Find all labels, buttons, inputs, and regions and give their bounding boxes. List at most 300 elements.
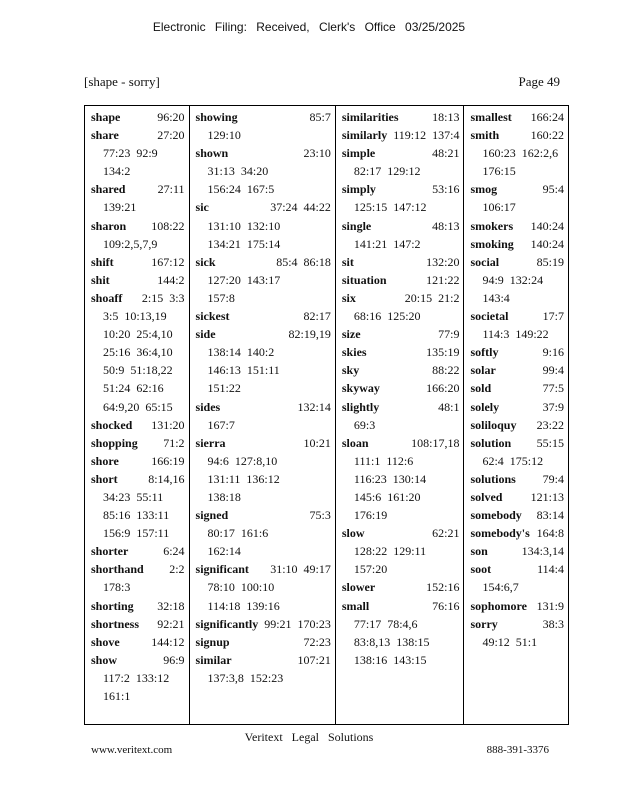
index-reference-continued: 154:6,7 [482, 580, 519, 595]
index-word: social [470, 254, 500, 269]
index-entry [91, 542, 185, 560]
index-entry-line [470, 597, 564, 615]
index-entry-line [470, 542, 564, 560]
index-word: shit [91, 272, 110, 287]
index-entry [470, 542, 564, 560]
index-entry [342, 524, 460, 578]
index-entry [470, 597, 564, 615]
index-word: smith [470, 128, 500, 143]
index-entry [91, 253, 185, 271]
index-entry [470, 524, 564, 542]
index-entry-line [196, 651, 331, 669]
index-reference: 85:4 86:18 [276, 254, 331, 269]
index-word: situation [341, 272, 387, 287]
index-entry-line [91, 615, 185, 633]
index-reference-continued: 141:21 147:2 [353, 236, 421, 251]
index-reference: 85:7 [309, 110, 331, 124]
index-entry-line [470, 253, 564, 271]
index-entry-line [342, 379, 460, 397]
index-reference: 48:21 [432, 146, 460, 161]
index-reference-continued: 31:13 34:20 [207, 164, 269, 179]
index-word: shoaff [91, 290, 123, 305]
index-entry-line [91, 289, 185, 307]
index-reference: 76:16 [432, 598, 460, 613]
index-column-4 [464, 106, 568, 724]
index-reference-continued: 69:3 [353, 417, 376, 432]
index-reference: 131:9 [536, 598, 564, 613]
index-entry-line [342, 144, 460, 162]
index-reference: 82:17 [303, 309, 331, 324]
index-entry [91, 434, 185, 452]
index-entry-line [470, 126, 564, 144]
index-reference: 8:14,16 [148, 471, 185, 486]
index-word: sit [341, 254, 354, 269]
index-reference-continued: 146:13 151:11 [207, 363, 280, 378]
index-reference-continued: 157:8 [207, 290, 235, 305]
index-entry [91, 180, 185, 216]
index-reference-continued: 151:22 [207, 381, 241, 396]
index-word: signed [195, 508, 229, 523]
index-reference-continued: 114:3 149:22 [482, 327, 549, 342]
index-reference-continued: 131:10 132:10 [207, 218, 281, 233]
index-reference-continued: 68:16 125:20 [353, 309, 421, 324]
index-reference: 121:13 [530, 489, 564, 504]
index-entry [470, 126, 564, 180]
index-word: slower [341, 580, 376, 595]
index-reference-continued: 176:19 [353, 508, 388, 523]
index-word: similar [195, 652, 232, 667]
index-reference: 79:4 [542, 471, 564, 486]
index-reference: 95:4 [542, 182, 564, 197]
index-reference-continued: 143:4 [482, 290, 510, 305]
index-word: showing [195, 110, 238, 124]
index-word: sophomore [470, 598, 527, 613]
index-reference-continued: 176:15 [482, 164, 516, 179]
index-word: slow [341, 526, 365, 541]
index-reference-continued: 25:16 36:4,10 [103, 345, 173, 360]
index-entry [196, 560, 331, 614]
index-reference: 166:24 [530, 110, 564, 124]
index-entry [342, 108, 460, 126]
index-reference-continued: 167:7 [207, 417, 235, 432]
index-word: six [341, 290, 356, 305]
index-entry [342, 217, 460, 253]
index-entry-line [91, 253, 185, 271]
index-entry [91, 597, 185, 615]
index-entry-line [196, 108, 331, 126]
footer-website: www.veritext.com [91, 744, 173, 756]
index-word: shore [91, 453, 119, 468]
index-word: shown [195, 146, 229, 161]
index-entry [196, 253, 331, 307]
index-word: somebody's [470, 526, 530, 541]
index-entry [342, 578, 460, 596]
index-entry-line [342, 597, 460, 615]
index-reference: 85:19 [536, 254, 564, 269]
index-word: smog [470, 182, 498, 197]
index-entry [470, 470, 564, 488]
index-entry [342, 271, 460, 289]
index-word: shopping [91, 435, 138, 450]
index-word: shorthand [91, 562, 144, 577]
index-entry-line [342, 289, 460, 307]
index-entry [470, 361, 564, 379]
index-entry [91, 416, 185, 434]
index-entry [91, 651, 185, 705]
index-reference: 121:22 [426, 272, 460, 287]
index-reference-continued: 77:23 92:9 [103, 146, 158, 161]
index-entry-line [91, 651, 185, 669]
index-word: slightly [341, 399, 380, 414]
page-number: 49 [547, 74, 560, 89]
index-word: sides [195, 399, 221, 414]
index-entry [342, 289, 460, 325]
index-entry-line [342, 325, 460, 343]
index-reference: 135:19 [426, 345, 460, 360]
index-reference: 38:3 [542, 616, 564, 631]
index-entry-line [196, 615, 331, 633]
index-word: smokers [470, 218, 514, 233]
index-word: shift [91, 254, 114, 269]
index-entry [91, 452, 185, 470]
index-reference: 92:21 [157, 616, 185, 631]
index-reference-continued: 80:17 161:6 [207, 526, 269, 541]
index-word: solutions [470, 471, 516, 486]
index-reference-continued: 178:3 [103, 580, 131, 595]
index-entry-line [196, 144, 331, 162]
index-reference-continued: 78:10 100:10 [207, 580, 275, 595]
index-reference: 37:9 [542, 399, 564, 414]
index-word: sickest [195, 309, 230, 324]
index-word: short [91, 471, 118, 486]
index-reference-continued: 138:14 140:2 [207, 345, 275, 360]
index-entry-line [470, 235, 564, 253]
index-reference: 23:10 [303, 146, 331, 161]
index-entry-line [91, 271, 185, 289]
index-entry [470, 108, 564, 126]
index-word: soliloquy [470, 417, 517, 432]
index-reference-continued: 134:21 175:14 [207, 236, 281, 251]
index-reference: 31:10 49:17 [270, 562, 331, 577]
index-entry [342, 379, 460, 397]
index-word: shove [91, 634, 120, 649]
index-reference: 10:21 [303, 435, 331, 450]
index-reference: 144:2 [157, 272, 185, 287]
index-reference: 77:5 [542, 381, 564, 396]
index-reference-continued: 83:8,13 138:15 [353, 634, 430, 649]
index-word: single [341, 218, 372, 233]
footer-company: Veritext Legal Solutions [244, 730, 374, 744]
index-word: sharon [91, 218, 127, 233]
index-reference-continued: 161:1 [103, 689, 131, 703]
index-entry-line [342, 271, 460, 289]
index-reference: 2:15 3:3 [141, 290, 185, 305]
index-reference: 75:3 [309, 508, 331, 523]
index-reference: 166:19 [151, 453, 185, 468]
index-reference: 108:17,18 [411, 435, 460, 450]
word-index-grid [84, 105, 569, 725]
index-reference: 77:9 [438, 327, 460, 342]
index-entry-line [342, 343, 460, 361]
index-reference-continued: 156:24 167:5 [207, 182, 275, 197]
index-entry-line [342, 524, 460, 542]
index-reference: 132:14 [297, 399, 331, 414]
index-entry-line [342, 253, 460, 271]
index-entry [470, 506, 564, 524]
index-reference: 114:4 [537, 562, 564, 577]
index-entry [196, 651, 331, 687]
index-reference-continued: 10:20 25:4,10 [103, 327, 173, 342]
index-entry [470, 560, 564, 596]
index-entry [196, 108, 331, 144]
index-word: shocked [91, 417, 133, 432]
index-entry [196, 144, 331, 198]
index-word: simply [341, 182, 376, 197]
index-entry [470, 398, 564, 416]
index-entry [470, 488, 564, 506]
index-entry-line [470, 506, 564, 524]
index-entry-line [91, 434, 185, 452]
index-reference: 99:21 170:23 [264, 616, 331, 631]
index-entry [342, 434, 460, 524]
index-word: significant [195, 562, 249, 577]
index-reference: 167:12 [151, 254, 185, 269]
index-entry-line [470, 217, 564, 235]
index-entry-line [470, 108, 564, 126]
index-entry-line [470, 434, 564, 452]
index-column-1 [85, 106, 190, 724]
index-reference: 48:13 [432, 218, 460, 233]
index-reference: 37:24 44:22 [270, 200, 331, 215]
index-entry [342, 180, 460, 216]
index-entry-line [470, 307, 564, 325]
index-column-2 [190, 106, 336, 724]
index-entry-line [196, 307, 331, 325]
index-entry-line [196, 325, 331, 343]
footer-phone: 888-391-3376 [486, 744, 549, 756]
index-reference: 88:22 [432, 363, 460, 378]
index-word: soot [470, 562, 492, 577]
index-entry [470, 416, 564, 434]
index-word: simple [341, 146, 376, 161]
index-word: shorter [91, 544, 129, 559]
index-entry-line [91, 452, 185, 470]
index-reference-continued: 51:24 62:16 [103, 381, 164, 396]
index-reference: 27:20 [157, 128, 185, 143]
index-reference: 82:19,19 [288, 327, 331, 342]
index-reference: 32:18 [157, 598, 185, 613]
index-word: share [91, 128, 119, 143]
index-entry [470, 180, 564, 216]
index-word: solution [470, 435, 512, 450]
index-reference: 72:23 [303, 634, 331, 649]
index-entry-line [342, 398, 460, 416]
index-entry-line [470, 615, 564, 633]
index-entry-line [196, 198, 331, 216]
index-reference-continued: 106:17 [482, 200, 516, 215]
index-reference-continued: 34:23 55:11 [103, 489, 164, 504]
index-entry [91, 615, 185, 633]
filing-stamp: Electronic Filing: Received, Clerk's Office 03/25/2025 [152, 20, 466, 34]
index-entry [342, 361, 460, 379]
index-entry-line [196, 253, 331, 271]
index-reference: 131:20 [151, 417, 185, 432]
index-word: smallest [470, 110, 512, 124]
index-word: somebody [470, 508, 522, 523]
index-reference: 17:7 [542, 309, 564, 324]
index-reference: 6:24 [163, 544, 185, 559]
index-reference-continued: 82:17 129:12 [353, 164, 421, 179]
index-entry [342, 597, 460, 669]
index-entry [342, 144, 460, 180]
index-reference-continued: 111:1 112:6 [353, 453, 414, 468]
index-entry [196, 633, 331, 651]
index-reference-continued: 131:11 136:12 [207, 471, 280, 486]
index-reference: 152:16 [426, 580, 460, 595]
index-entry [470, 615, 564, 651]
index-reference: 108:22 [151, 218, 185, 233]
index-word: sky [341, 363, 360, 378]
index-word: sierra [195, 435, 226, 450]
index-reference: 62:21 [432, 526, 460, 541]
index-reference-continued: 114:18 139:16 [207, 598, 280, 613]
index-entry-line [342, 180, 460, 198]
index-reference: 144:12 [151, 634, 185, 649]
index-word: size [341, 327, 361, 342]
index-reference-continued: 156:9 157:11 [103, 526, 170, 541]
index-entry-line [342, 361, 460, 379]
index-entry [470, 307, 564, 343]
index-reference: 18:13 [432, 110, 460, 124]
index-reference: 132:20 [426, 254, 460, 269]
index-entry-line [196, 506, 331, 524]
index-entry-line [470, 343, 564, 361]
index-entry-line [91, 416, 185, 434]
index-word: shorting [91, 598, 134, 613]
index-entry [91, 271, 185, 289]
index-word: solar [470, 363, 496, 378]
index-reference: 71:2 [163, 435, 185, 450]
index-reference: 164:8 [536, 526, 564, 541]
index-reference-continued: 157:20 [353, 562, 388, 577]
index-entry-line [470, 379, 564, 397]
index-reference: 55:15 [536, 435, 564, 450]
index-reference-continued: 77:17 78:4,6 [353, 616, 418, 631]
index-entry-line [91, 470, 185, 488]
index-entry-line [196, 633, 331, 651]
index-entry [470, 343, 564, 361]
index-reference-continued: 117:2 133:12 [103, 670, 170, 685]
index-reference-continued: 127:20 143:17 [207, 272, 281, 287]
index-word: shortness [91, 616, 140, 631]
index-word: skies [341, 345, 367, 360]
index-reference-continued: 134:2 [103, 164, 131, 179]
index-reference: 23:22 [536, 417, 564, 432]
index-word: solved [470, 489, 503, 504]
index-entry-line [470, 361, 564, 379]
index-entry-line [470, 488, 564, 506]
index-column-3 [336, 106, 465, 724]
index-entry [196, 325, 331, 397]
index-reference: 160:22 [530, 128, 564, 143]
index-reference-continued: 129:10 [207, 128, 241, 143]
index-entry-line [196, 398, 331, 416]
index-entry-line [196, 434, 331, 452]
index-range: [shape - sorry] [84, 74, 160, 89]
index-word: similarities [341, 110, 399, 124]
index-word: side [195, 327, 216, 342]
index-entry [91, 108, 185, 126]
index-reference-continued: 49:12 51:1 [482, 634, 538, 649]
index-word: significantly [195, 616, 259, 631]
index-entry-line [91, 180, 185, 198]
index-word: sloan [341, 435, 369, 450]
index-reference-continued: 137:3,8 152:23 [207, 670, 284, 685]
index-entry [470, 235, 564, 253]
index-entry-line [342, 217, 460, 235]
index-word: sic [195, 200, 209, 215]
index-entry-line [91, 597, 185, 615]
index-reference: 96:20 [157, 110, 185, 124]
index-word: shared [91, 182, 126, 197]
index-reference-continued: 85:16 133:11 [103, 508, 170, 523]
index-entry-line [91, 126, 185, 144]
index-entry [470, 379, 564, 397]
index-entry [196, 307, 331, 325]
index-reference: 53:16 [432, 182, 460, 197]
index-word: sorry [470, 616, 498, 631]
index-word: sold [470, 381, 492, 396]
index-reference: 119:12 137:4 [393, 128, 460, 143]
index-reference: 9:16 [542, 345, 564, 360]
index-reference-continued: 50:9 51:18,22 [103, 363, 173, 378]
index-reference: 107:21 [297, 652, 331, 667]
index-entry-line [91, 108, 185, 126]
index-entry-line [342, 434, 460, 452]
index-word: small [341, 598, 370, 613]
index-reference: 48:1 [438, 399, 460, 414]
index-entry [342, 398, 460, 434]
index-reference-continued: 62:4 175:12 [482, 453, 544, 468]
index-reference: 96:9 [163, 652, 185, 667]
index-entry-line [91, 560, 185, 578]
index-entry-line [470, 560, 564, 578]
index-entry-line [470, 180, 564, 198]
index-entry [470, 434, 564, 470]
index-word: solely [470, 399, 500, 414]
index-reference: 27:11 [157, 182, 185, 197]
index-entry [91, 470, 185, 542]
index-entry [470, 217, 564, 235]
index-word: smoking [470, 236, 514, 251]
index-entry [91, 289, 185, 416]
index-entry [196, 506, 331, 560]
index-entry-line [470, 524, 564, 542]
index-reference: 2:2 [169, 562, 185, 577]
index-reference-continued: 109:2,5,7,9 [103, 236, 158, 251]
index-entry-line [342, 126, 460, 144]
index-entry [196, 398, 331, 434]
index-entry-line [91, 633, 185, 651]
index-entry [91, 560, 185, 596]
index-reference: 140:24 [530, 236, 564, 251]
index-entry [470, 253, 564, 307]
index-reference: 20:15 21:2 [404, 290, 460, 305]
index-word: show [91, 652, 118, 667]
index-entry [196, 198, 331, 252]
index-entry [342, 126, 460, 144]
index-reference-continued: 138:16 143:15 [353, 652, 427, 667]
